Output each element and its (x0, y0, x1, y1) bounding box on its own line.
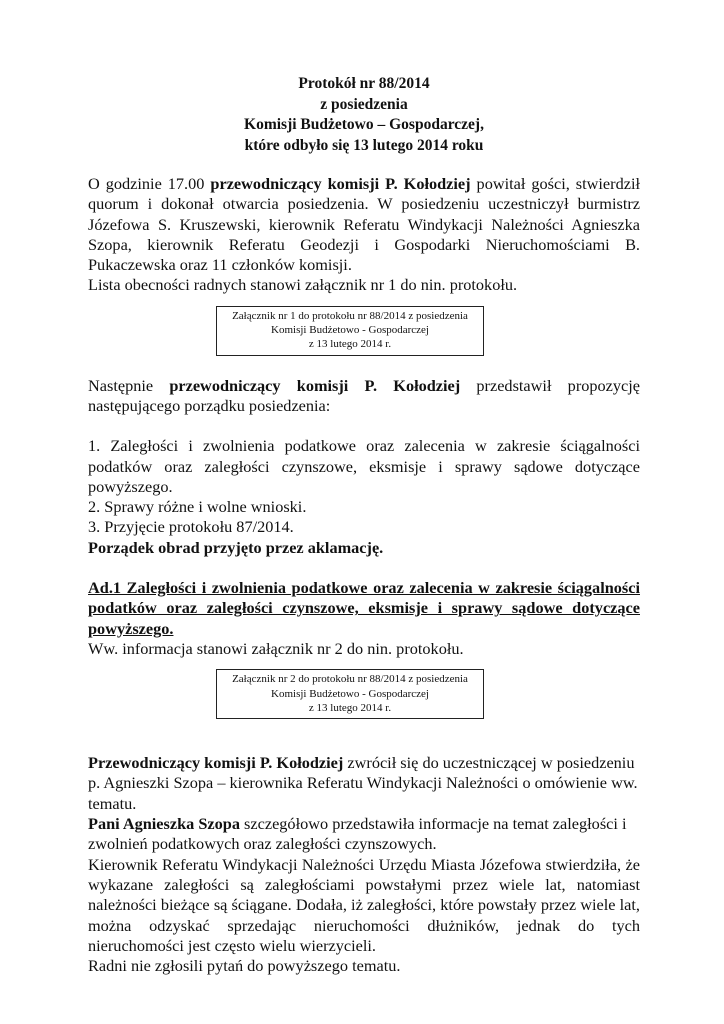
ad1-heading-text: Ad.1 Zaległości i zwolnienia podatkowe oraz zalecenia w zakresie ściągalności podatków oraz zaległości czynszowe, eksmisje i sprawy sądowe dotyczące powyższego. (88, 578, 640, 638)
attachment-2-box (216, 669, 484, 719)
attachment-1-line-1: Załącznik nr 1 do protokołu nr 88/2014 z posiedzenia (232, 309, 468, 322)
discussion-chair-name: Przewodniczący komisji P. Kołodziej (88, 753, 344, 773)
agenda-accepted (88, 538, 640, 558)
agenda-intro (88, 376, 640, 417)
ad1-heading (88, 578, 640, 639)
discussion-paragraph-3: Kierownik Referatu Windykacji Należności Urzędu Miasta Józefowa stwierdziła, że wykazane zaległości są zaległościami powstałymi przez wiele lat, natomiast należności bieżące są ściągane. Dodała, iż zaległości, które powstały przez wiele lat, można odzyskać sprzedając nieruchomości dłużników, jednak do tych nieruchomości jest często wielu wierzycieli. (88, 854, 640, 955)
discussion-p1-text: zwrócił się do uczestniczącej w posiedzeniu p. Agnieszki Szopa – kierownika Referatu Windykacji Należności o omówienie ww. tematu. (88, 753, 638, 813)
ad1-info: Ww. informacja stanowi załącznik nr 2 do nin. protokołu. (88, 638, 464, 658)
intro-text-c: powitał gości, stwierdził quorum i dokonał otwarcia posiedzenia. W posiedzeniu uczestniczył burmistrz Józefowa S. Kruszewski, kierownik Referatu Windykacji Należności Agnieszka Szopa, kierownik Referatu Geodezji i Gospodarki Nieruchomościami B. Pukaczewska oraz 11 członków komisji. (88, 174, 640, 275)
discussion-paragraph-1 (88, 753, 640, 814)
title-line-1: Protokół nr 88/2014 (298, 75, 430, 92)
protocol-title (88, 74, 640, 156)
attachment-1-line-2: Komisji Budżetowo - Gospodarczej (271, 324, 429, 337)
intro-chair-name: przewodniczący komisji P. Kołodziej (210, 174, 471, 193)
agenda-intro-c: przedstawił propozycję następującego porządku posiedzenia: (88, 375, 641, 415)
agenda-accepted-text: Porządek obrad przyjęto przez aklamację. (88, 537, 384, 557)
attachment-1-box (216, 306, 484, 356)
agenda-item-2: 2. Sprawy różne i wolne wnioski. (88, 497, 307, 517)
attachment-2-line-2: Komisji Budżetowo - Gospodarczej (271, 687, 429, 700)
attachment-2-line-1: Załącznik nr 2 do protokołu nr 88/2014 z posiedzenia (232, 673, 468, 686)
title-line-3: Komisji Budżetowo – Gospodarczej, (244, 116, 484, 133)
attachment-1-line-3: z 13 lutego 2014 r. (308, 338, 392, 351)
agenda-intro-a: Następnie (88, 375, 170, 395)
discussion-paragraph-4: Radni nie zgłosili pytań do powyższego tematu. (88, 956, 401, 976)
title-line-4: które odbyło się 13 lutego 2014 roku (244, 136, 484, 154)
agenda-intro-chair: przewodniczący komisji P. Kołodziej (169, 375, 461, 395)
title-line-2: z posiedzenia (320, 95, 408, 113)
agenda-item-1: 1. Zaległości i zwolnienia podatkowe oraz zalecenia w zakresie ściągalności podatków oraz zaległości czynszowe, eksmisje i sprawy sądowe dotyczące powyższego. (88, 436, 640, 496)
discussion-p2-text: szczegółowo przedstawiła informacje na temat zaległości i zwolnień podatkowych oraz zaległości czynszowych. (88, 814, 627, 854)
intro-text-a: O godzinie 17.00 (88, 174, 211, 193)
intro-paragraph (88, 174, 640, 275)
discussion-speaker-name: Pani Agnieszka Szopa (88, 814, 240, 834)
attendance-note: Lista obecności radnych stanowi załącznik nr 1 do nin. protokołu. (88, 275, 518, 295)
discussion-paragraph-2 (88, 814, 640, 855)
agenda-item-3: 3. Przyjęcie protokołu 87/2014. (88, 517, 294, 537)
attachment-2-line-3: z 13 lutego 2014 r. (308, 701, 392, 714)
